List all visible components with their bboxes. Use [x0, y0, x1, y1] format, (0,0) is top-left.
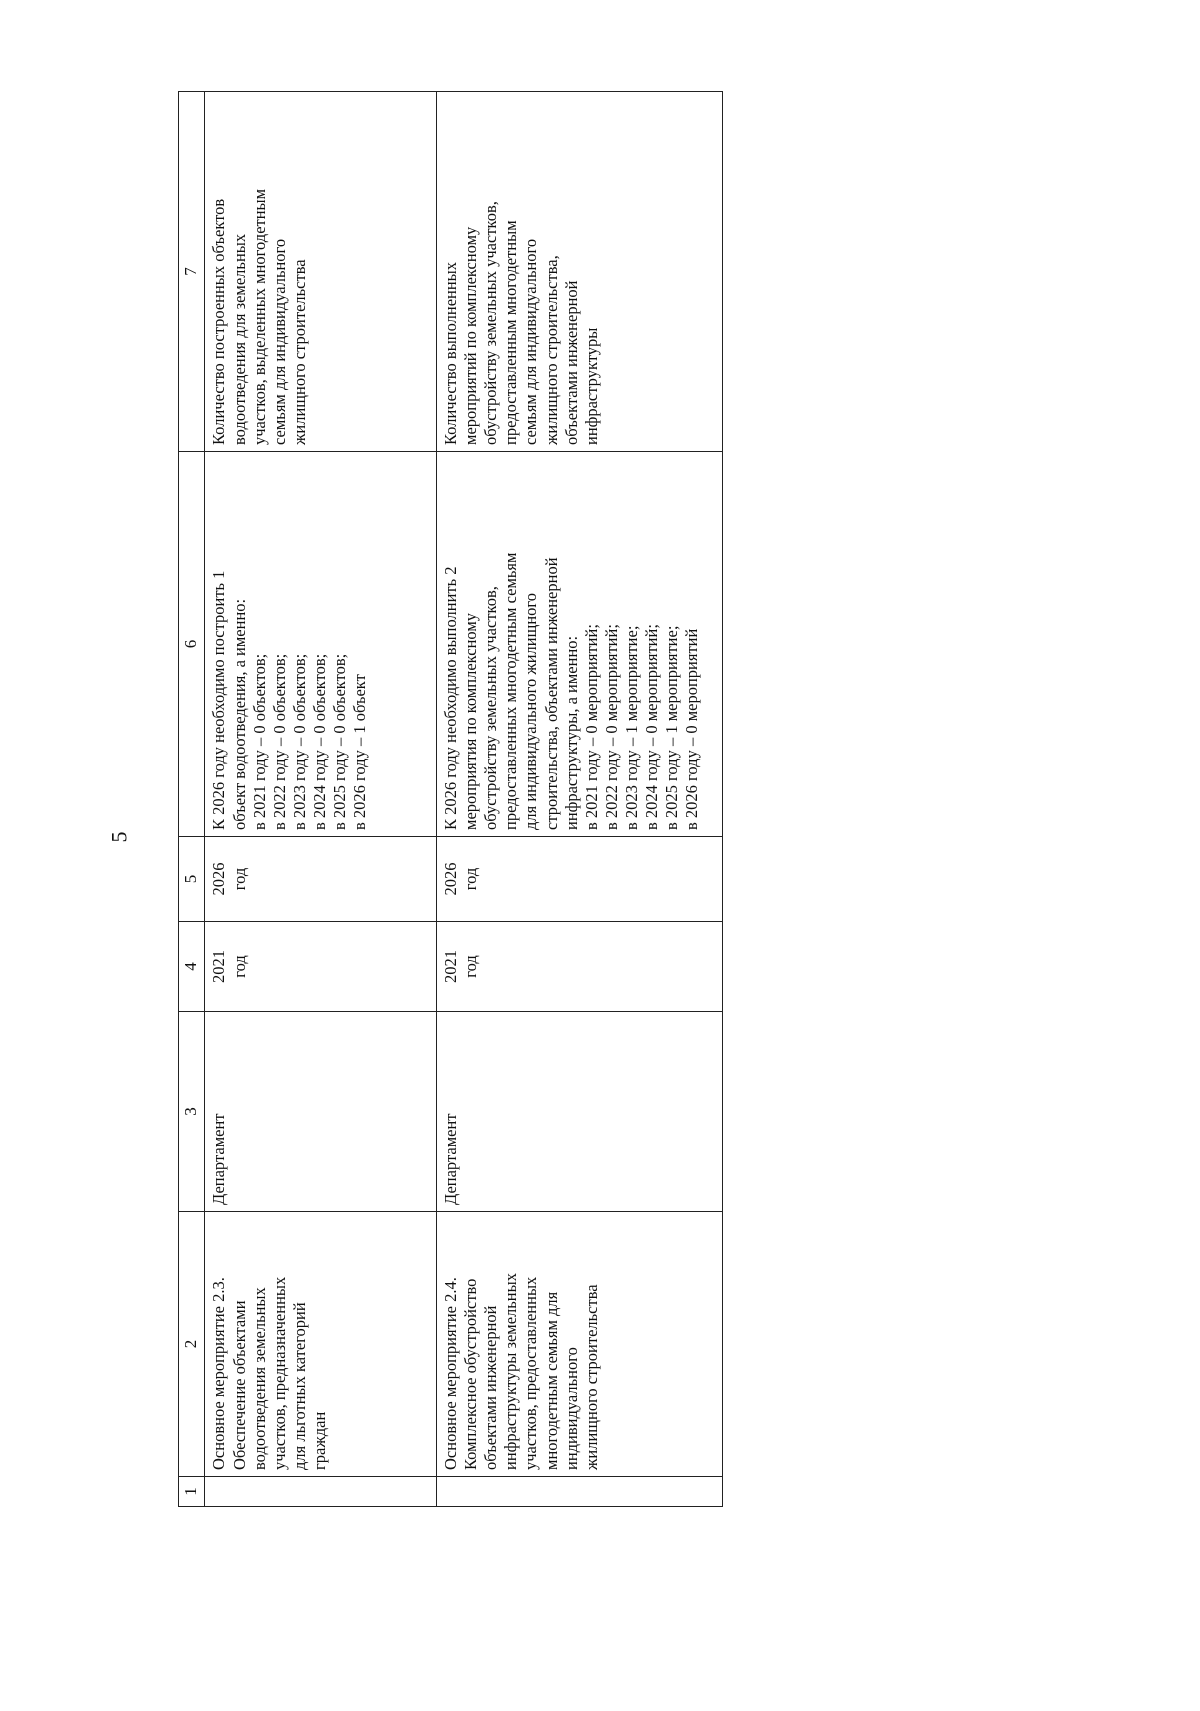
row-number-cell	[205, 1477, 437, 1507]
header-col-7: 7	[179, 92, 205, 452]
table-header-row	[179, 92, 205, 1507]
measures-table	[178, 91, 723, 1507]
header-col-5: 5	[179, 837, 205, 922]
start-year-cell: 2021 год	[436, 922, 722, 1012]
measure-name-cell: Основное мероприятие 2.3. Обеспечение объектами водоотведения земельных участков, предназначенных для льготных категорий граждан	[205, 1212, 437, 1477]
measure-name-cell: Основное мероприятие 2.4. Комплексное обустройство объектами инженерной инфраструктуры земельных участков, предоставленных многодетным семьям для индивидуального жилищного строительства	[436, 1212, 722, 1477]
row-number-cell	[436, 1477, 722, 1507]
header-col-1: 1	[179, 1477, 205, 1507]
indicator-cell: Количество выполненных мероприятий по комплексному обустройству земельных участков, предоставленным многодетным семьям для индивидуального жилищного строительства, объектами инженерной инфраструктуры	[436, 92, 722, 452]
rotated-table-container	[178, 92, 723, 1507]
page-number: 5	[106, 831, 132, 843]
header-col-4: 4	[179, 922, 205, 1012]
executor-cell: Департамент	[205, 1012, 437, 1212]
table-row	[205, 92, 437, 1507]
indicator-cell: Количество построенных объектов водоотведения для земельных участков, выделенных многодетным семьям для индивидуального жилищного строительства	[205, 92, 437, 452]
end-year-cell: 2026 год	[205, 837, 437, 922]
header-col-2: 2	[179, 1212, 205, 1477]
expected-result-cell: К 2026 году необходимо построить 1 объект водоотведения, а именно: в 2021 году – 0 объектов; в 2022 году – 0 объектов; в 2023 году – 0 объектов; в 2024 году – 0 объектов; в 2025 году – 0 объектов; в 2026 году – 1 объект	[205, 452, 437, 837]
header-col-3: 3	[179, 1012, 205, 1212]
end-year-cell: 2026 год	[436, 837, 722, 922]
start-year-cell: 2021 год	[205, 922, 437, 1012]
table-row	[436, 92, 722, 1507]
header-col-6: 6	[179, 452, 205, 837]
expected-result-cell: К 2026 году необходимо выполнить 2 мероприятия по комплексному обустройству земельных участков, предоставленных многодетным семьям для индивидуального жилищного строительства, объектами инженерной инфраструктуры, а именно: в 2021 году – 0 мероприятий; в 2022 году – 0 мероприятий; в 2023 году – 1 мероприятие; в 2024 году – 0 мероприятий; в 2025 году – 1 мероприятие; в 2026 году – 0 мероприятий	[436, 452, 722, 837]
executor-cell: Департамент	[436, 1012, 722, 1212]
